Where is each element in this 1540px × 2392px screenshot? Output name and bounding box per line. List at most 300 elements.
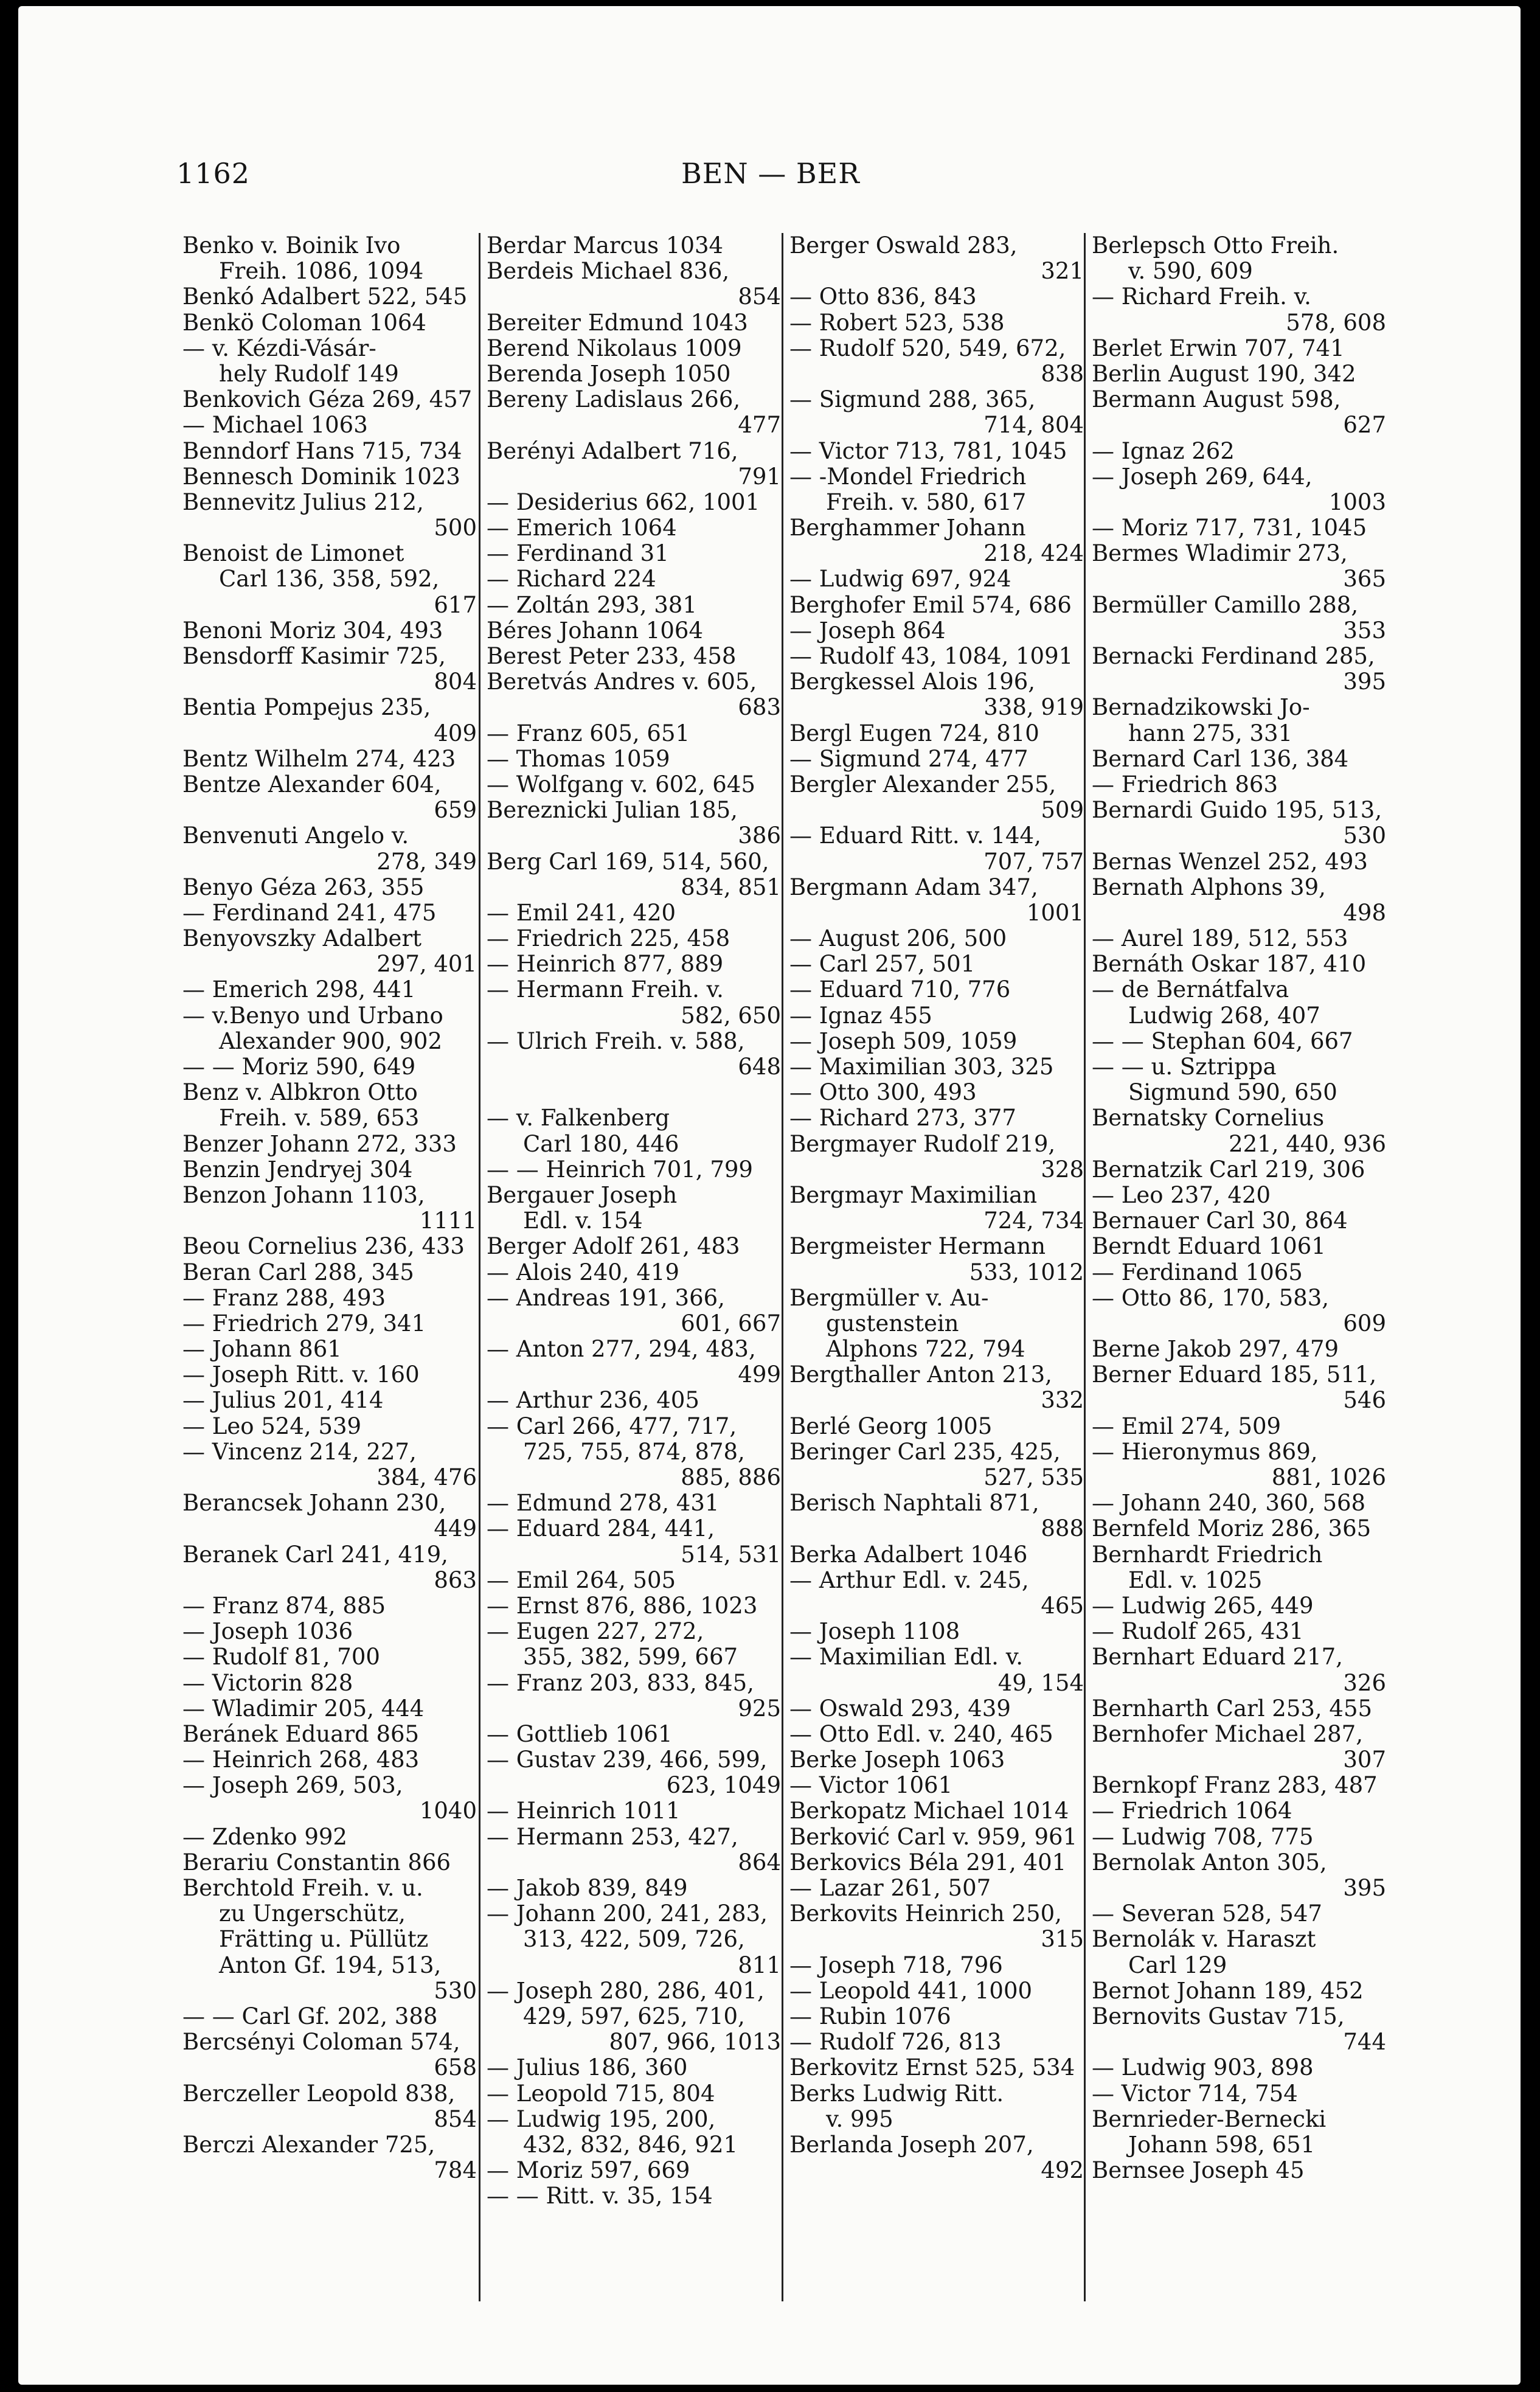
index-entry-line: Berke Joseph 1063 [789,1747,1005,1773]
index-entry-line: 578, 608 [1286,310,1386,336]
index-entry-line: Freih. 1086, 1094 [219,259,424,285]
index-entry-line: — Hermann 253, 427, [487,1824,738,1850]
index-entry-line: — Zoltán 293, 381 [487,592,697,618]
index-entry-line: — Julius 186, 360 [487,2055,688,2081]
index-entry-line: Benndorf Hans 715, 734 [182,438,462,464]
index-entry-line: 838 [1041,361,1084,387]
index-entry-line: Benz v. Albkron Otto [182,1080,418,1106]
index-entry-line: Bennesch Dominik 1023 [182,464,460,490]
index-entry-line: — Ferdinand 1065 [1092,1259,1303,1285]
index-entry-line: — Moriz 597, 669 [487,2158,690,2184]
index-entry-line: — Robert 523, 538 [789,310,1005,336]
index-entry-line: 707, 757 [983,849,1084,875]
index-entry-line: — Joseph 269, 503, [182,1773,403,1799]
index-entry-line: — Ludwig 265, 449 [1092,1593,1314,1619]
index-entry-line: Anton Gf. 194, 513, [219,1952,442,1978]
index-entry-line: — Gustav 239, 466, 599, [487,1747,768,1773]
index-entry-line: — Rudolf 43, 1084, 1091 [789,644,1073,669]
index-entry-line: Beringer Carl 235, 425, [789,1439,1061,1465]
index-entry-line: v. 590, 609 [1128,259,1253,285]
index-entry-line: — Emerich 1064 [487,515,677,541]
index-column-4 [1092,233,1390,2183]
index-entry-line: Bennevitz Julius 212, [182,489,424,515]
index-entry-line: 582, 650 [681,1003,781,1029]
index-entry-line: gustenstein [826,1310,959,1337]
index-entry-line: — Joseph 864 [789,617,946,644]
index-entry-line: — Friedrich 1064 [1092,1798,1292,1824]
index-entry-line: Bergmayer Rudolf 219, [789,1131,1056,1157]
index-entry-line: — Ulrich Freih. v. 588, [487,1028,745,1054]
index-entry-line: Carl 129 [1128,1952,1227,1978]
index-entry-line: — Gottlieb 1061 [487,1721,673,1747]
index-entry-line: Berariu Constantin 866 [182,1849,451,1876]
index-entry-line: Berlanda Joseph 207, [789,2132,1034,2158]
index-entry-line: Berkovitz Ernst 525, 534 [789,2055,1075,2081]
index-entry-line: — Ludwig 195, 200, [487,2106,716,2132]
index-entry-line: 500 [434,515,477,541]
index-entry-line: Bernardi Guido 195, 513, [1092,798,1382,824]
register-page [18,6,1521,2385]
index-entry-line: Bernot Johann 189, 452 [1092,1978,1364,2004]
index-entry-line: Sigmund 590, 650 [1128,1080,1337,1106]
index-entry-line: Beretvás Andres v. 605, [487,669,757,695]
index-entry-line: 465 [1041,1593,1084,1619]
index-entry-line: Benkó Adalbert 522, 545 [182,284,468,310]
index-entry-line: 321 [1041,259,1084,285]
index-entry-line: Berger Oswald 283, [789,233,1018,259]
index-entry-line: 834, 851 [681,874,781,900]
index-entry-line: — Johann 200, 241, 283, [487,1901,768,1927]
index-entry-line: — Carl 257, 501 [789,951,976,978]
index-entry-line: Benzon Johann 1103, [182,1182,425,1208]
index-entry-line: Bernauer Carl 30, 864 [1092,1208,1348,1234]
index-entry-line: Freih. v. 580, 617 [826,489,1027,515]
index-entry-line: Bernsee Joseph 45 [1092,2158,1305,2184]
index-entry-line: 791 [738,464,781,490]
index-entry-line: Bernharth Carl 253, 455 [1092,1695,1373,1722]
index-entry-line: 395 [1343,669,1386,695]
index-entry-line: 530 [434,1978,477,2004]
index-entry-line: Edl. v. 1025 [1128,1567,1263,1593]
index-entry-line: 332 [1041,1388,1084,1414]
index-entry-line: 297, 401 [376,951,477,978]
index-column-3 [789,233,1087,2183]
index-entry-line: — Heinrich 1011 [487,1798,681,1824]
index-entry-line: — Joseph 509, 1059 [789,1028,1018,1054]
index-entry-line: Bereznicki Julian 185, [487,798,738,824]
index-entry-line: 432, 832, 846, 921 [523,2132,738,2158]
index-entry-line: — Richard 273, 377 [789,1105,1016,1132]
index-entry-line: Bernrieder-Bernecki [1092,2106,1327,2132]
index-entry-line: 328 [1041,1156,1084,1183]
index-entry-line: 530 [1343,823,1386,849]
index-entry-line: Beou Cornelius 236, 433 [182,1234,465,1260]
index-entry-line: — — u. Sztrippa [1092,1054,1277,1080]
index-entry-line: Beránek Eduard 865 [182,1721,420,1747]
index-entry-line: 648 [738,1054,781,1080]
index-entry-line: Edl. v. 154 [523,1208,643,1234]
index-entry-line: Bermüller Camillo 288, [1092,592,1359,618]
index-entry-line: Ludwig 268, 407 [1128,1003,1320,1029]
index-entry-line: Bereiter Edmund 1043 [487,310,748,336]
index-entry-line: — Ferdinand 241, 475 [182,900,437,926]
index-entry-line: Bernhofer Michael 287, [1092,1721,1363,1747]
index-entry-line: Berndt Eduard 1061 [1092,1234,1326,1260]
index-entry-line: Benoist de Limonet [182,541,404,567]
index-entry-line: Bernolak Anton 305, [1092,1849,1327,1876]
index-entry-line: 409 [434,720,477,746]
index-entry-line: — Friedrich 279, 341 [182,1310,426,1337]
index-entry-line: — Ignaz 262 [1092,438,1235,464]
index-entry-line: Benvenuti Angelo v. [182,823,409,849]
index-entry-line: Bernhardt Friedrich [1092,1542,1323,1568]
index-entry-line: — Heinrich 268, 483 [182,1747,420,1773]
index-entry-line: 885, 886 [681,1465,781,1490]
index-entry-line: 659 [434,798,477,824]
index-entry-line: 326 [1343,1670,1386,1696]
index-entry-line: — Carl 266, 477, 717, [487,1413,737,1439]
index-entry-line: — Maximilian 303, 325 [789,1054,1054,1080]
index-entry-line: — Hermann Freih. v. [487,977,724,1003]
index-entry-line: — Alois 240, 419 [487,1259,679,1285]
index-entry-line: 854 [738,284,781,310]
index-entry-line: — Franz 203, 833, 845, [487,1670,754,1696]
index-entry-line: Johann 598, 651 [1128,2132,1316,2158]
index-entry-line: Bergkessel Alois 196, [789,669,1036,695]
index-entry-line: — Leo 237, 420 [1092,1182,1271,1208]
index-entry-line: Bermann August 598, [1092,387,1341,413]
index-entry-line: 1040 [419,1798,477,1824]
index-entry-line: — Rudolf 265, 431 [1092,1619,1304,1645]
index-entry-line: 627 [1343,412,1386,439]
index-entry-line: 888 [1041,1516,1084,1542]
index-entry-line: Bernfeld Moriz 286, 365 [1092,1516,1372,1542]
index-entry-line: Bergthaller Anton 213, [789,1362,1052,1388]
index-entry-line: — Vincenz 214, 227, [182,1439,417,1465]
index-entry-line: — Joseph 269, 644, [1092,464,1313,490]
index-entry-line: — Leopold 715, 804 [487,2081,715,2107]
index-entry-line: Berkopatz Michael 1014 [789,1798,1069,1824]
index-entry-line: Berlet Erwin 707, 741 [1092,335,1345,361]
index-entry-line: Carl 136, 358, 592, [219,566,440,593]
index-entry-line: Benzer Johann 272, 333 [182,1131,457,1157]
index-entry-line: 218, 424 [983,541,1084,567]
index-entry-line: Bermes Wladimir 273, [1092,541,1348,567]
index-entry-line: Berghammer Johann [789,515,1026,541]
index-entry-line: Béres Johann 1064 [487,617,703,644]
index-column-2 [487,233,785,2209]
index-entry-line: — Eduard 284, 441, [487,1516,715,1542]
index-entry-line: Berczeller Leopold 838, [182,2081,456,2107]
index-entry-line: Bercsényi Coloman 574, [182,2029,460,2056]
index-entry-line: Berks Ludwig Ritt. [789,2081,1004,2107]
index-entry-line: Benyo Géza 263, 355 [182,874,425,900]
index-entry-line: 221, 440, 936 [1229,1131,1386,1157]
index-entry-line: — Franz 605, 651 [487,720,690,746]
index-entry-line: 429, 597, 625, 710, [523,2003,745,2029]
column-rule [782,233,783,2301]
index-entry-line: — Wladimir 205, 444 [182,1695,425,1722]
index-entry-line: Bergler Alexander 255, [789,771,1056,798]
index-entry-line: Bernatsky Cornelius [1092,1105,1325,1132]
index-entry-line: Berger Adolf 261, 483 [487,1234,740,1260]
index-entry-line: — Sigmund 288, 365, [789,387,1036,413]
index-entry-line: hann 275, 331 [1128,720,1293,746]
index-entry-line: hely Rudolf 149 [219,361,399,387]
index-entry-line: Beran Carl 288, 345 [182,1259,414,1285]
index-entry-line: — Otto 300, 493 [789,1080,977,1106]
index-entry-line: — Andreas 191, 366, [487,1285,725,1311]
index-entry-line: — Johann 240, 360, 568 [1092,1490,1366,1517]
index-entry-line: Bergauer Joseph [487,1182,678,1208]
index-entry-line: 925 [738,1695,781,1722]
index-entry-line: — Eugen 227, 272, [487,1619,704,1645]
index-entry-line: — Emil 241, 420 [487,900,676,926]
index-entry-line: — Ludwig 697, 924 [789,566,1011,593]
index-entry-line: Berne Jakob 297, 479 [1092,1337,1339,1363]
index-entry-line: 278, 349 [376,849,477,875]
index-entry-line: Bernáth Oskar 187, 410 [1092,951,1367,978]
index-entry-line: — Otto Edl. v. 240, 465 [789,1721,1053,1747]
index-entry-line: Bereny Ladislaus 266, [487,387,741,413]
index-entry-line: — Richard 224 [487,566,656,593]
index-entry-line: — — Ritt. v. 35, 154 [487,2183,713,2209]
index-entry-line: 854 [434,2106,477,2132]
index-entry-line: Bergmayr Maximilian [789,1182,1038,1208]
index-entry-line: — Rudolf 81, 700 [182,1644,380,1671]
index-entry-line: Benko v. Boinik Ivo [182,233,401,259]
index-entry-line: Bernhart Eduard 217, [1092,1644,1343,1671]
index-entry-line: 527, 535 [983,1465,1084,1490]
index-entry-line: — — Heinrich 701, 799 [487,1156,753,1183]
index-entry-line: — Ludwig 903, 898 [1092,2055,1314,2081]
index-entry-line: — Victorin 828 [182,1670,353,1696]
index-entry-line: v. 995 [826,2106,893,2132]
index-entry-line: — Zdenko 992 [182,1824,347,1850]
index-entry-line: — Lazar 261, 507 [789,1876,991,1901]
index-entry-line: 804 [434,669,477,695]
index-entry-line: Bergmeister Hermann [789,1234,1046,1260]
index-entry-line: 609 [1343,1310,1386,1337]
index-entry-line: Bernatzik Carl 219, 306 [1092,1156,1365,1183]
index-entry-line: 384, 476 [376,1465,477,1490]
index-entry-line: — Severan 528, 547 [1092,1901,1322,1927]
index-entry-line: 307 [1343,1747,1386,1773]
index-entry-line: Bentze Alexander 604, [182,771,442,798]
index-entry-line: Bernacki Ferdinand 285, [1092,644,1375,669]
index-entry-line: Frätting u. Püllütz [219,1927,429,1953]
index-entry-line: — Friedrich 225, 458 [487,926,730,952]
index-entry-line: — Otto 836, 843 [789,284,977,310]
index-entry-line: Benzin Jendryej 304 [182,1156,413,1183]
index-entry-line: — Richard Freih. v. [1092,284,1311,310]
index-entry-line: — Julius 201, 414 [182,1388,384,1414]
index-entry-line: — -Mondel Friedrich [789,464,1027,490]
index-entry-line: 714, 804 [983,412,1084,439]
index-entry-line: — Aurel 189, 512, 553 [1092,926,1348,952]
index-entry-line: Berg Carl 169, 514, 560, [487,849,769,875]
index-entry-line: Berchtold Freih. v. u. [182,1876,423,1901]
column-rule [479,233,480,2301]
index-entry-line: Berenda Joseph 1050 [487,361,731,387]
index-entry-line: — Joseph 1108 [789,1619,960,1645]
index-entry-line: 807, 966, 1013 [609,2029,781,2056]
index-entry-line: 509 [1041,798,1084,824]
index-entry-line: — Joseph 1036 [182,1619,353,1645]
index-entry-line: Berdar Marcus 1034 [487,233,724,259]
index-entry-line: — Thomas 1059 [487,746,670,772]
index-entry-line: — — Carl Gf. 202, 388 [182,2003,438,2029]
index-entry-line: Bernath Alphons 39, [1092,874,1326,900]
index-entry-line: Bergmann Adam 347, [789,874,1038,900]
index-entry-line: Bernard Carl 136, 384 [1092,746,1349,772]
index-entry-line: 1001 [1026,900,1084,926]
index-entry-line: — Rudolf 520, 549, 672, [789,335,1066,361]
index-entry-line: 725, 755, 874, 878, [523,1439,745,1465]
index-entry-line: Berlepsch Otto Freih. [1092,233,1339,259]
index-entry-line: 724, 734 [983,1208,1084,1234]
index-entry-line: — v.Benyo und Urbano [182,1003,443,1029]
index-entry-line: Bentz Wilhelm 274, 423 [182,746,456,772]
index-entry-line: — Sigmund 274, 477 [789,746,1028,772]
index-entry-line: Berkovics Béla 291, 401 [789,1849,1067,1876]
index-entry-line: Bernovits Gustav 715, [1092,2003,1345,2029]
index-entry-line: — Ferdinand 31 [487,541,669,567]
index-entry-line: — Michael 1063 [182,412,368,439]
index-entry-line [487,1080,785,1105]
index-entry-line: — Arthur Edl. v. 245, [789,1567,1029,1593]
index-entry-line: — Victor 1061 [789,1773,953,1799]
index-entry-line: — Eduard Ritt. v. 144, [789,823,1041,849]
index-entry-line: Berdeis Michael 836, [487,259,730,285]
index-entry-line: Berényi Adalbert 716, [487,438,738,464]
index-entry-line: 683 [738,695,781,721]
index-entry-line: 499 [738,1362,781,1388]
index-entry-line: 784 [434,2158,477,2184]
index-entry-line: 395 [1343,1876,1386,1901]
index-entry-line: — Leo 524, 539 [182,1413,362,1439]
running-head: BEN — BER [681,157,860,190]
index-entry-line: 863 [434,1567,477,1593]
index-entry-line: — Franz 874, 885 [182,1593,386,1619]
index-entry-line: Bensdorff Kasimir 725, [182,644,446,669]
index-entry-line: 1003 [1328,489,1386,515]
index-entry-line: Freih. v. 589, 653 [219,1105,420,1132]
index-entry-line: — August 206, 500 [789,926,1007,952]
index-entry-line: — Johann 861 [182,1337,342,1363]
index-entry-line: 617 [434,592,477,618]
index-entry-line: 386 [738,823,781,849]
index-entry-line: — Emil 274, 509 [1092,1413,1282,1439]
index-entry-line: Berković Carl v. 959, 961 [789,1824,1078,1850]
index-entry-line: 533, 1012 [969,1259,1084,1285]
index-entry-line: 811 [738,1952,781,1978]
index-entry-line: Bentia Pompejus 235, [182,695,431,721]
index-entry-line: Berend Nikolaus 1009 [487,335,742,361]
index-entry-line: Berkovits Heinrich 250, [789,1901,1062,1927]
index-entry-line: — Arthur 236, 405 [487,1388,699,1414]
index-entry-line: — — Stephan 604, 667 [1092,1028,1353,1054]
index-entry-line: — Ludwig 708, 775 [1092,1824,1314,1850]
index-entry-line: Bernolák v. Haraszt [1092,1927,1316,1953]
index-entry-line: 449 [434,1516,477,1542]
index-entry-line: Alphons 722, 794 [826,1337,1025,1363]
column-rule [1084,233,1086,2301]
index-entry-line: 355, 382, 599, 667 [523,1644,738,1671]
index-entry-line: Carl 180, 446 [523,1131,679,1157]
index-entry-line: 477 [738,412,781,439]
index-entry-line: 315 [1041,1927,1084,1953]
index-entry-line: — Oswald 293, 439 [789,1695,1011,1722]
index-entry-line: Beranek Carl 241, 419, [182,1542,448,1568]
index-entry-line: zu Ungerschütz, [219,1901,406,1927]
index-entry-line: — — Moriz 590, 649 [182,1054,416,1080]
index-entry-line: Berghofer Emil 574, 686 [789,592,1072,618]
index-entry-line: Berlin August 190, 342 [1092,361,1356,387]
index-entry-line: — Victor 713, 781, 1045 [789,438,1067,464]
index-entry-line: 353 [1343,617,1386,644]
index-entry-line: — Franz 288, 493 [182,1285,386,1311]
index-entry-line: 514, 531 [681,1542,781,1568]
index-entry-line: Benyovszky Adalbert [182,926,421,952]
index-entry-line: 492 [1041,2158,1084,2184]
index-entry-line: — Victor 714, 754 [1092,2081,1298,2107]
index-entry-line: Berner Eduard 185, 511, [1092,1362,1377,1388]
index-entry-line: 49, 154 [997,1670,1084,1696]
index-entry-line: 744 [1343,2029,1386,2056]
index-entry-line: — Joseph Ritt. v. 160 [182,1362,420,1388]
index-entry-line: 601, 667 [681,1310,781,1337]
index-entry-line: — Jakob 839, 849 [487,1876,688,1901]
index-entry-line: — Ignaz 455 [789,1003,932,1029]
index-entry-line: 623, 1049 [666,1773,781,1799]
index-entry-line: 498 [1343,900,1386,926]
index-entry-line: — Edmund 278, 431 [487,1490,720,1517]
index-entry-line: — Leopold 441, 1000 [789,1978,1033,2004]
index-entry-line: 658 [434,2055,477,2081]
index-entry-line: — Heinrich 877, 889 [487,951,724,978]
index-entry-line: — Moriz 717, 731, 1045 [1092,515,1367,541]
index-entry-line: 1111 [419,1208,477,1234]
index-entry-line: 313, 422, 509, 726, [523,1927,745,1953]
index-entry-line: — Rudolf 726, 813 [789,2029,1002,2056]
index-entry-line: Alexander 900, 902 [219,1028,443,1054]
index-entry-line: 864 [738,1849,781,1876]
index-entry-line: — Anton 277, 294, 483, [487,1337,756,1363]
index-entry-line: Benkö Coloman 1064 [182,310,426,336]
index-entry-line: — Rubin 1076 [789,2003,951,2029]
index-entry-line: Bernas Wenzel 252, 493 [1092,849,1368,875]
index-entry-line: — Emil 264, 505 [487,1567,676,1593]
index-entry-line: — v. Falkenberg [487,1105,670,1132]
index-entry-line: Berancsek Johann 230, [182,1490,446,1517]
index-entry-line: Bernkopf Franz 283, 487 [1092,1773,1378,1799]
index-entry-line: — Joseph 718, 796 [789,1952,1003,1978]
index-entry-line: 546 [1343,1388,1386,1414]
index-entry-line: Berczi Alexander 725, [182,2132,435,2158]
index-entry-line: — Hieronymus 869, [1092,1439,1318,1465]
page-number: 1162 [176,157,251,190]
index-entry-line: — de Bernátfalva [1092,977,1289,1003]
index-entry-line: — Ernst 876, 886, 1023 [487,1593,758,1619]
index-entry-line: Berlé Georg 1005 [789,1413,993,1439]
index-entry-line: Berisch Naphtali 871, [789,1490,1039,1517]
index-entry-line: 881, 1026 [1271,1465,1386,1490]
index-entry-line: Bergl Eugen 724, 810 [789,720,1039,746]
index-entry-line: — v. Kézdi-Vásár- [182,335,376,361]
index-entry-line: — Friedrich 863 [1092,771,1278,798]
index-entry-line: 365 [1343,566,1386,593]
